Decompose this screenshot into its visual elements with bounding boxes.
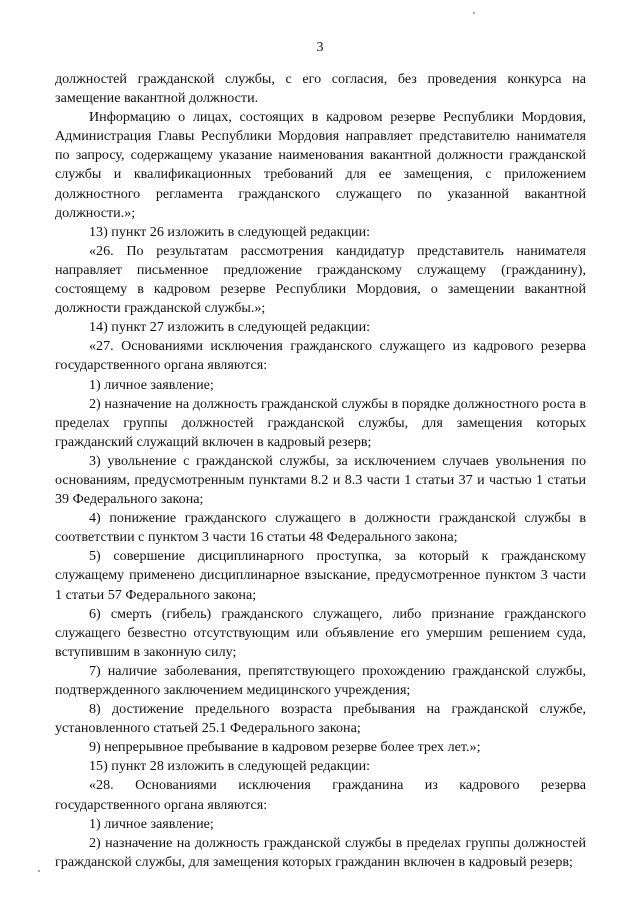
list-item-27-1: 1) личное заявление;	[89, 376, 214, 393]
list-item-27-3: 3) увольнение с гражданской службы, за исключением случаев увольнения по основаниям, предусмотренным пунктами 8.2 и 8.3 части 1 статьи 37 и частью 1 статьи 39 Федерального закона;	[55, 452, 586, 508]
list-item-27-2: 2) назначение на должность гражданской службы в порядке должностного роста в пределах группы должностей гражданской службы, для замещения которых гражданский служащий включен в кадровый резерв;	[55, 395, 586, 450]
list-item-27-7: 7) наличие заболевания, препятствующего прохождению гражданской службы, подтвержденного заключением медицинского учреждения;	[55, 662, 586, 698]
scan-speck	[38, 870, 40, 872]
paragraph-continuation: должностей гражданской службы, с его согласия, без проведения конкурса на замещение вакантной должности.	[55, 71, 586, 107]
paragraph-clause-26: «26. По результатам рассмотрения кандидатур представитель нанимателя направляет письменное предложение гражданскому служащему (гражданину), состоящему в кадровом резерве Республики Мордовия, о замещении вакантной должности гражданской службы.»;	[55, 242, 586, 317]
list-item-27-6: 6) смерть (гибель) гражданского служащего, либо признание гражданского служащего безвестно отсутствующим или объявление его умершим решением суда, вступившим в законную силу;	[55, 605, 586, 660]
list-item-27-8: 8) достижение предельного возраста пребывания на гражданской службе, установленного статьей 25.1 Федерального закона;	[55, 701, 586, 737]
page-number: 3	[316, 40, 324, 55]
paragraph-clause-27: «27. Основаниями исключения гражданского служащего из кадрового резерва государственного органа являются:	[55, 338, 586, 374]
list-item-28-2: 2) назначение на должность гражданской службы в пределах группы должностей гражданской службы, для замещения которых гражданин включен в кадровый резерв;	[55, 834, 586, 870]
list-item-28-1: 1) личное заявление;	[89, 815, 214, 832]
list-item-27-9: 9) непрерывное пребывание в кадровом резерве более трех лет.»;	[89, 739, 481, 756]
paragraph-item-15: 15) пункт 28 изложить в следующей редакции:	[89, 758, 371, 775]
paragraph-item-13: 13) пункт 26 изложить в следующей редакции:	[89, 223, 371, 240]
list-item-27-4: 4) понижение гражданского служащего в должности гражданской службы в соответствии с пунктом 3 части 16 статьи 48 Федерального закона;	[55, 510, 586, 546]
scan-speck	[473, 12, 475, 14]
list-item-27-5: 5) совершение дисциплинарного проступка, за который к гражданскому служащему применено дисциплинарное взыскание, предусмотренное пунктом 3 части 1 статьи 57 Федерального закона;	[55, 548, 586, 603]
document-body	[55, 70, 586, 872]
paragraph-item-14: 14) пункт 27 изложить в следующей редакции:	[89, 319, 371, 336]
paragraph-reserve-information: Информацию о лицах, состоящих в кадровом резерве Республики Мордовия, Администрация Главы Республики Мордовия направляет представителю нанимателя по запросу, содержащему указание наименования вакантной должности гражданской службы и квалификационных требований для ее замещения, с приложением должностного регламента гражданского служащего по указанной вакантной должности.»;	[55, 109, 586, 221]
paragraph-clause-28: «28. Основаниями исключения гражданина из кадрового резерва государственного органа являются:	[55, 777, 586, 813]
